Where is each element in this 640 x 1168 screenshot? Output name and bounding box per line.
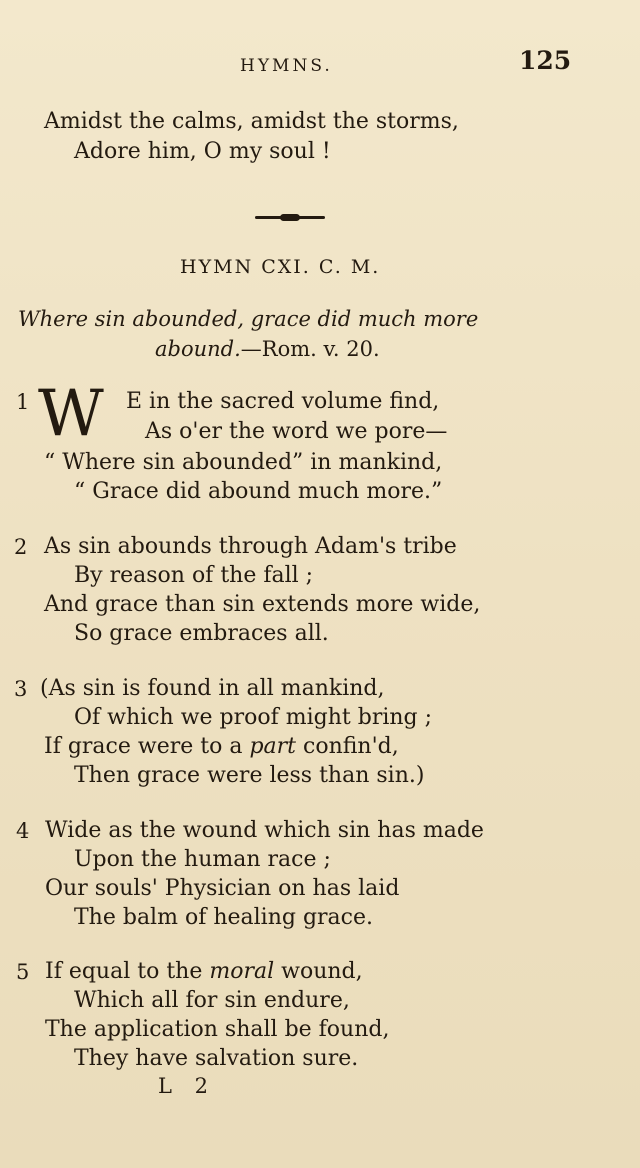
verse-line <box>44 733 399 761</box>
verse-text: confin'd, <box>296 734 399 759</box>
verse-line: “ Grace did abound much more.” <box>74 479 443 504</box>
drop-cap: W <box>38 377 104 451</box>
section-divider-ornament <box>255 214 325 221</box>
verse-line: Our souls' Physician on has laid <box>45 876 400 901</box>
verse-number: 1 <box>16 390 30 414</box>
verse-line: “ Where sin abounded” in mankind, <box>44 450 443 475</box>
verse-line: As sin abounds through Adam's tribe <box>44 534 457 559</box>
emphasized-word: moral <box>209 959 275 984</box>
verse-line: They have salvation sure. <box>74 1046 359 1071</box>
verse-number: 4 <box>16 819 30 843</box>
verse-line: E in the sacred volume find, <box>126 389 440 414</box>
running-head: HYMNS. <box>240 56 333 76</box>
verse-line: Upon the human race ; <box>74 847 331 872</box>
verse-number: 2 <box>14 535 28 559</box>
emphasized-word: part <box>249 734 297 759</box>
verse-line: So grace embraces all. <box>74 621 329 646</box>
signature-mark: L 2 <box>158 1074 216 1098</box>
verse-text: If equal to the <box>45 959 210 984</box>
scripture-reference: —Rom. v. 20. <box>240 337 380 361</box>
page-number: 125 <box>519 46 572 75</box>
verse-text: wound, <box>274 959 363 984</box>
verse-line: As o'er the word we pore— <box>145 419 448 444</box>
verse-line: Wide as the wound which sin has made <box>45 818 484 843</box>
verse-line: The balm of healing grace. <box>74 905 373 930</box>
verse-number: 3 <box>14 677 28 701</box>
verse-line: Of which we proof might bring ; <box>74 705 433 730</box>
epigraph-line: Where sin abounded, grace did much more <box>18 307 479 331</box>
verse-line: (As sin is found in all mankind, <box>40 676 385 701</box>
previous-hymn-line: Adore him, O my soul ! <box>74 139 331 164</box>
verse-line <box>45 958 363 986</box>
verse-line: The application shall be found, <box>45 1017 390 1042</box>
verse-line: Then grace were less than sin.) <box>74 763 425 788</box>
epigraph-text: abound. <box>155 337 241 361</box>
verse-text: If grace were to a <box>44 734 250 759</box>
verse-line: And grace than sin extends more wide, <box>44 592 481 617</box>
verse-line: By reason of the fall ; <box>74 563 314 588</box>
verse-line: Which all for sin endure, <box>74 988 350 1013</box>
verse-number: 5 <box>16 960 30 984</box>
epigraph-line <box>155 337 380 361</box>
previous-hymn-line: Amidst the calms, amidst the storms, <box>44 109 459 134</box>
hymn-title: HYMN CXI. C. M. <box>180 256 381 278</box>
